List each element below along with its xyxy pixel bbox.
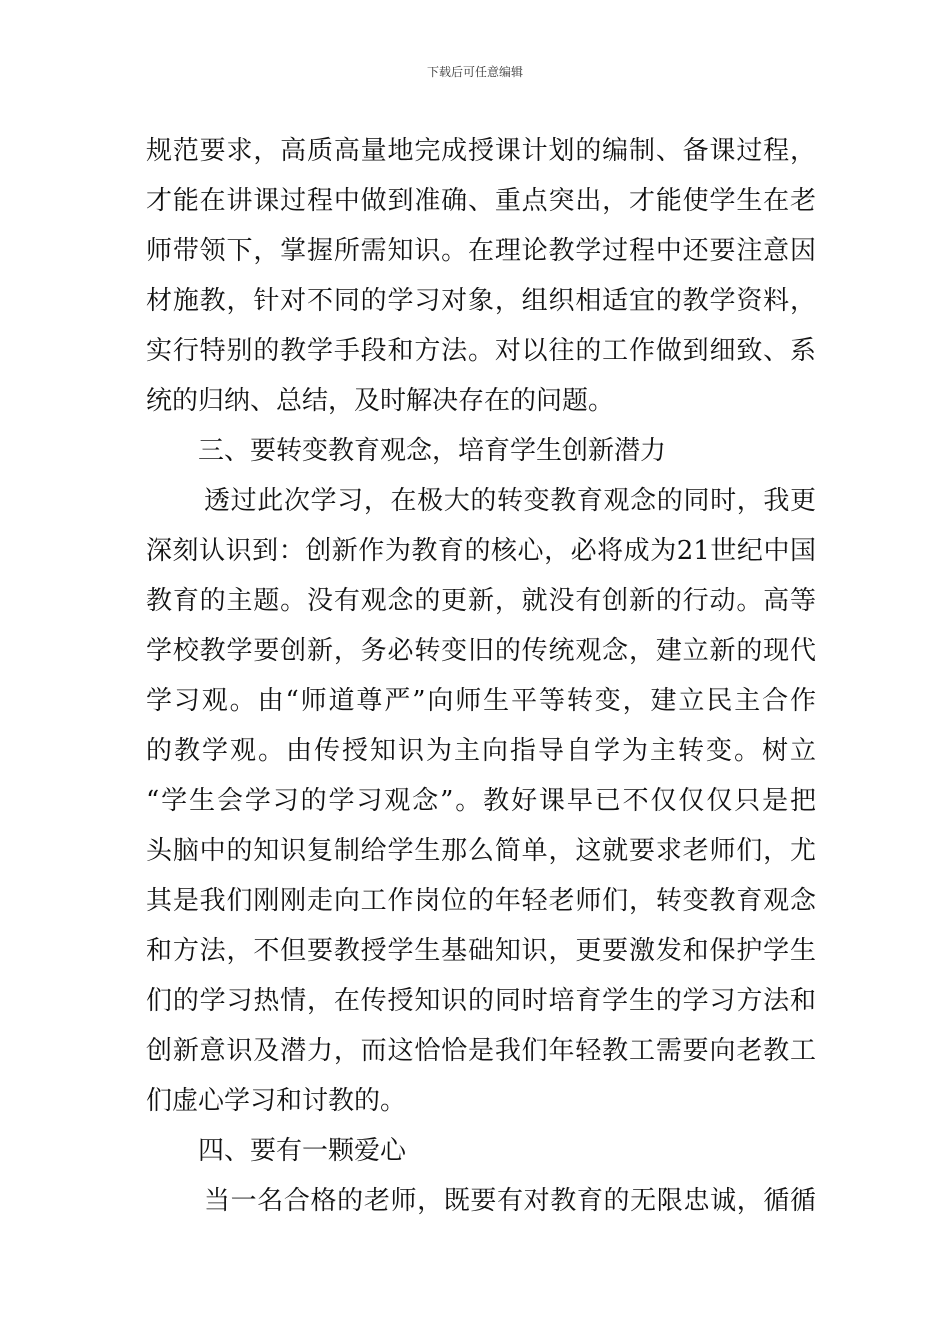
text-line: 规范要求，高质高量地完成授课计划的编制、备课过程， (146, 136, 816, 166)
section-heading-3: 三、要转变教育观念，培育学生创新潜力 (198, 436, 667, 466)
text-line: 学校教学要创新，务必转变旧的传统观念，建立新的现代 (146, 636, 816, 666)
text-line: 的教学观。由传授知识为主向指导自学为主转变。树立 (146, 736, 816, 766)
text-line: 才能在讲课过程中做到准确、重点突出，才能使学生在老 (146, 186, 816, 216)
text-line: 们虚心学习和讨教的。 (146, 1086, 407, 1116)
document-body (146, 126, 816, 1226)
text-line: “学生会学习的学习观念”。教好课早已不仅仅仅只是把 (146, 786, 816, 816)
text-line: 实行特别的教学手段和方法。对以往的工作做到细致、系 (146, 336, 816, 366)
text-line: 透过此次学习，在极大的转变教育观念的同时，我更 (204, 486, 816, 516)
text-line: 当一名合格的老师，既要有对教育的无限忠诚，循循 (204, 1186, 816, 1216)
text-line: 学习观。由“师道尊严”向师生平等转变，建立民主合作 (146, 686, 816, 716)
text-line: 和方法，不但要教授学生基础知识，更要激发和保护学生 (146, 936, 816, 966)
text-line: 头脑中的知识复制给学生那么简单，这就要求老师们，尤 (146, 836, 816, 866)
text-line: 统的归纳、总结，及时解决存在的问题。 (146, 386, 615, 416)
text-line: 深刻认识到：创新作为教育的核心，必将成为21世纪中国 (146, 536, 816, 566)
page-header: 下载后可任意编辑 (426, 65, 523, 79)
text-line: 创新意识及潜力，而这恰恰是我们年轻教工需要向老教工 (146, 1036, 816, 1066)
text-line: 师带领下，掌握所需知识。在理论教学过程中还要注意因 (146, 236, 816, 266)
text-line: 教育的主题。没有观念的更新，就没有创新的行动。高等 (146, 586, 816, 616)
text-line: 们的学习热情，在传授知识的同时培育学生的学习方法和 (146, 986, 816, 1016)
text-line: 材施教，针对不同的学习对象，组织相适宜的教学资料， (146, 286, 816, 316)
text-line: 其是我们刚刚走向工作岗位的年轻老师们，转变教育观念 (146, 886, 816, 916)
section-heading-4: 四、要有一颗爱心 (198, 1136, 407, 1166)
